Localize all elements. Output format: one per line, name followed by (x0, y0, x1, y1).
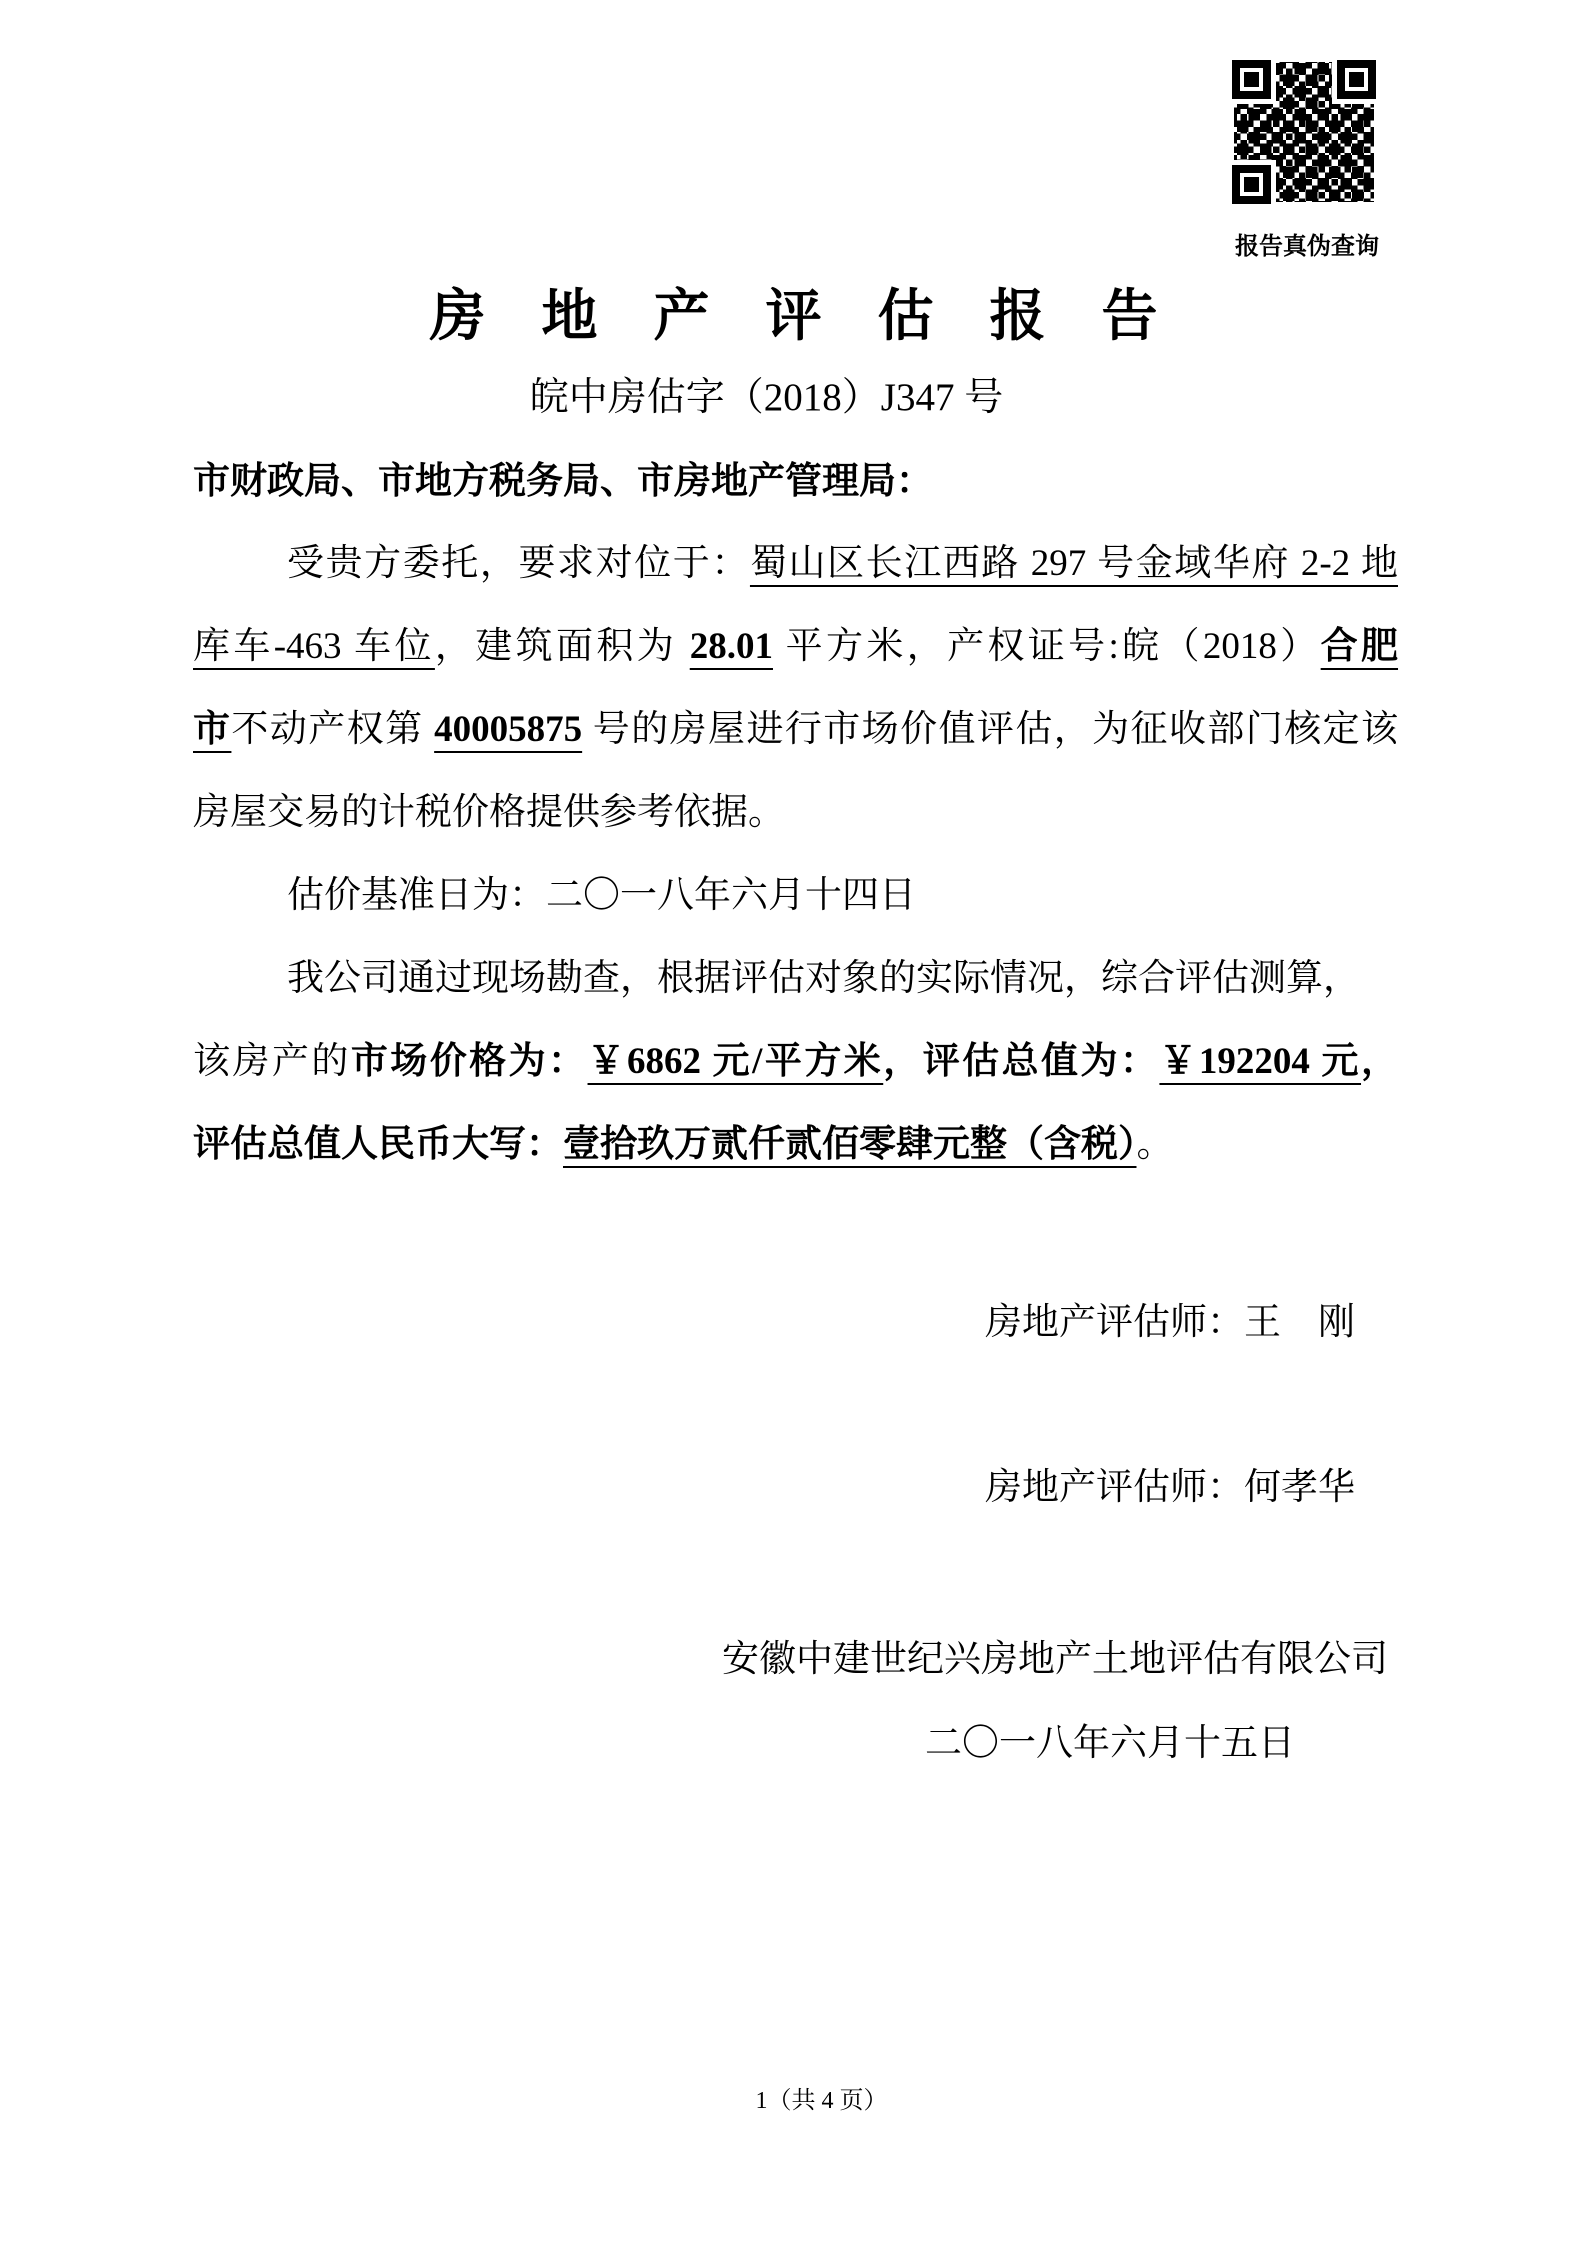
total-value-in-words: 壹拾玖万贰仟贰佰零肆元整（含税） (563, 1124, 1137, 1165)
page-title: 房地产评估报告 (429, 286, 1214, 348)
unit-price-value: ￥6862 元/平方米 (587, 1041, 884, 1082)
cert-number-value: 40005875 (434, 709, 583, 750)
total-value: ￥192204 元 (1159, 1041, 1362, 1082)
qr-finder-top-right-icon (1337, 60, 1376, 99)
valuation-date-line: 估价基准日为：二〇一八年六月十四日 (287, 875, 916, 916)
body-line-4: 房屋交易的计税价格提供参考依据。 (193, 792, 785, 833)
period: 。 (1136, 1124, 1174, 1165)
qr-finder-top-left-icon (1232, 60, 1271, 99)
purpose-text: 号的房屋进行市场价值评估，为征收部门核定该 (582, 709, 1399, 750)
page-number: 1（共 4 页） (755, 2088, 888, 2114)
body-line-3 (193, 688, 1398, 771)
qr-code-image (1228, 56, 1380, 208)
addressee-line: 市财政局、市地方税务局、市房地产管理局： (193, 461, 933, 502)
cert-city-part-1: 合肥 (1320, 626, 1399, 667)
cert-city-part-2: 市 (193, 709, 232, 750)
qr-finder-bottom-left-icon (1232, 165, 1271, 204)
appraiser-signature-2: 房地产评估师：何孝华 (985, 1467, 1355, 1508)
qr-block (1228, 56, 1386, 261)
body-line-7 (193, 1020, 1398, 1103)
qr-caption: 报告真伪查询 (1235, 233, 1379, 260)
body-line-8 (193, 1103, 1398, 1186)
result-intro: 该房产的 (193, 1041, 351, 1082)
report-date: 二〇一八年六月十五日 (925, 1723, 1295, 1764)
company-name: 安徽中建世纪兴房地产土地评估有限公司 (722, 1639, 1388, 1680)
property-address-underlined: 蜀山区长江西路 297 号金域华府 2-2 地 (749, 543, 1398, 584)
appraiser-signature-1: 房地产评估师：王 刚 (985, 1302, 1355, 1343)
parking-space-underlined: 库车-463 车位 (193, 626, 435, 667)
cert-label: 平方米，产权证号:皖（2018） (772, 626, 1321, 667)
total-in-words-label: 评估总值人民币大写： (193, 1124, 563, 1165)
unit-price-label: 市场价格为： (350, 1041, 588, 1082)
survey-statement-line: 我公司通过现场勘查，根据评估对象的实际情况，综合评估测算， (287, 958, 1360, 999)
area-label: ，建筑面积为 (434, 626, 690, 667)
body-line-2 (193, 605, 1398, 688)
entrust-intro: 受贵方委托，要求对位于： (287, 543, 750, 584)
report-body (193, 522, 1398, 1186)
body-line-1 (193, 522, 1398, 605)
document-number: 皖中房估字（2018）J347 号 (529, 376, 1004, 419)
cert-number-label: 不动产权第 (231, 709, 435, 750)
comma-2: ， (1361, 1041, 1399, 1082)
total-value-label: 评估总值为： (922, 1041, 1160, 1082)
comma-1: ， (883, 1041, 923, 1082)
building-area-value: 28.01 (689, 626, 773, 667)
